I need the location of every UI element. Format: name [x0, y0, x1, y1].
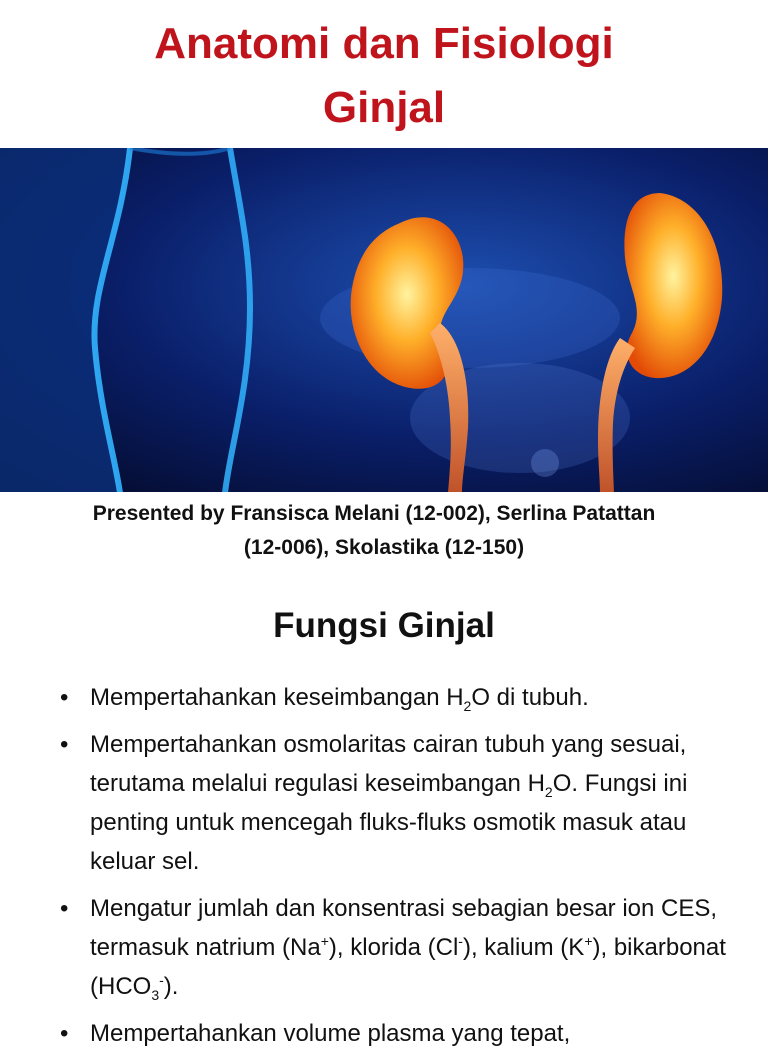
kidney-illustration — [0, 148, 768, 493]
title-line-1: Anatomi dan Fisiologi — [154, 19, 614, 68]
bullet-icon: • — [60, 895, 69, 922]
title-line-2: Ginjal — [322, 83, 446, 132]
presenter-credits — [0, 492, 768, 582]
page-title — [0, 12, 768, 140]
list-item: • Mengatur jumlah dan konsentrasi sebagian besar ion CES, termasuk natrium (Na+), klorida (Cl-), kalium (K+), bikarbonat $(HCO_3^-)$. — [60, 889, 740, 1006]
presenter-line-1: Presented by Fransisca Melani (12-002), Serlina Patattan — [92, 502, 656, 525]
bullet-icon: • — [60, 684, 69, 711]
section-title: Fungsi Ginjal — [273, 606, 495, 645]
kidney-illustration-icon — [0, 148, 768, 493]
list-item: • Mempertahankan osmolaritas cairan tubuh yang sesuai, terutama melalui regulasi keseimbangan $H_2O$. Fungsi ini penting untuk mencegah fluks-fluks osmotik masuk atau keluar sel. — [60, 725, 740, 881]
list-item: • Mempertahankan keseimbangan $H_2O$ di tubuh. — [60, 678, 740, 717]
bullet-icon: • — [60, 1020, 69, 1047]
list-item: • Mempertahankan volume plasma yang tepat, — [60, 1014, 740, 1053]
bullet-list — [60, 678, 740, 1061]
bullet-icon: • — [60, 731, 69, 758]
presenter-line-2: (12-006), Skolastika (12-150) — [243, 536, 525, 559]
